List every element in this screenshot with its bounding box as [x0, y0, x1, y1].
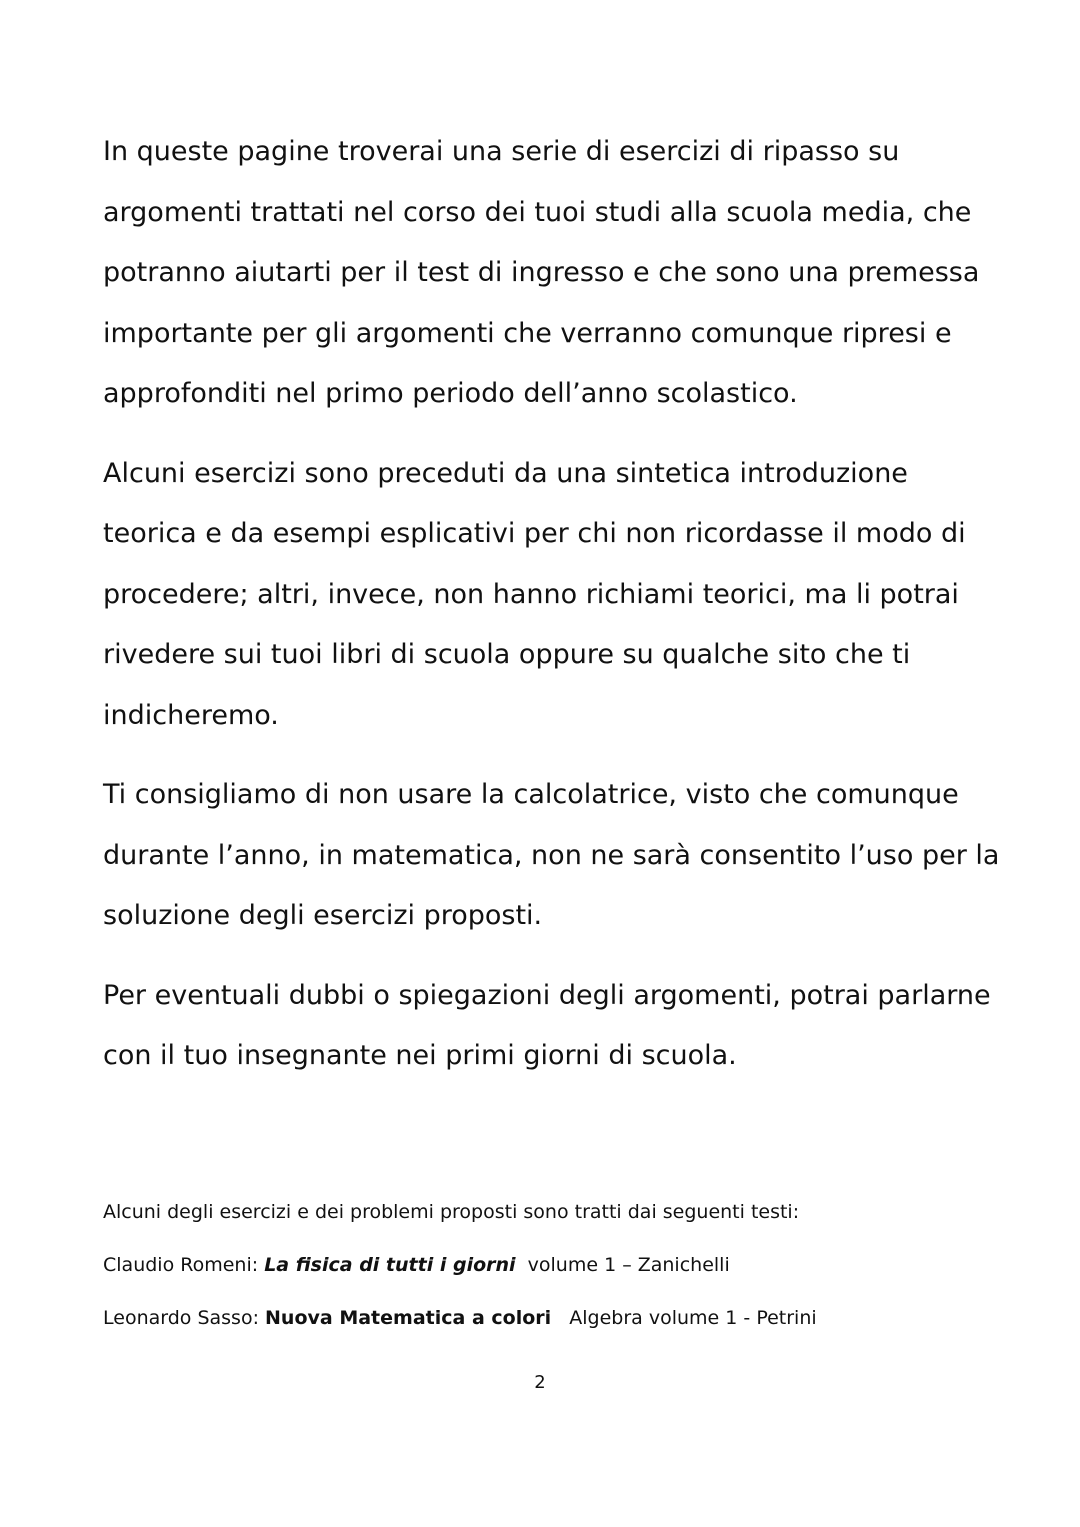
- reference-title: La fisica di tutti i giorni: [264, 1254, 516, 1276]
- text-line: Alcuni esercizi sono preceduti da una sintetica introduzione: [103, 457, 908, 489]
- reference-title: Nuova Matematica a colori: [265, 1307, 552, 1329]
- text-line: procedere; altri, invece, non hanno richiami teorici, ma li potrai: [103, 578, 959, 610]
- text-line: soluzione degli esercizi proposti.: [103, 900, 543, 931]
- references-intro: Alcuni degli esercizi e dei problemi proposti sono tratti dai seguenti testi:: [103, 1201, 800, 1223]
- text-line: In queste pagine troverai una serie di esercizi di ripasso su: [103, 136, 900, 167]
- text-line: Ti consigliamo di non usare la calcolatrice, visto che comunque: [103, 779, 959, 810]
- text-line: importante per gli argomenti che verranno comunque ripresi e: [103, 317, 952, 349]
- text-line: Per eventuali dubbi o spiegazioni degli argomenti, potrai parlarne: [103, 979, 991, 1011]
- body-text: [103, 122, 1000, 1106]
- paragraph-calculator: [103, 765, 1000, 947]
- text-line: approfonditi nel primo periodo dell’anno scolastico.: [103, 378, 798, 409]
- paragraph-intro: [103, 122, 993, 425]
- page-number: 2: [534, 1372, 546, 1393]
- text-line: indicheremo.: [103, 699, 279, 731]
- text-line: con il tuo insegnante nei primi giorni di scuola.: [103, 1040, 737, 1071]
- reference-author: Claudio Romeni:: [103, 1254, 259, 1276]
- text-line: potranno aiutarti per il test di ingresso e che sono una premessa: [103, 257, 980, 288]
- reference-details: Algebra volume 1 - Petrini: [569, 1307, 817, 1329]
- reference-item: [103, 1239, 1003, 1292]
- text-line: teorica e da esempi esplicativi per chi non ricordasse il modo di: [103, 518, 966, 549]
- text-line: argomenti trattati nel corso dei tuoi studi alla scuola media, che: [103, 196, 972, 228]
- reference-author: Leonardo Sasso:: [103, 1307, 259, 1329]
- reference-details: volume 1 – Zanichelli: [527, 1254, 730, 1276]
- reference-item: [103, 1292, 1003, 1345]
- text-line: durante l’anno, in matematica, non ne sarà consentito l’uso per la: [103, 839, 1000, 871]
- paragraph-doubts: [103, 966, 993, 1087]
- references: [103, 1186, 1003, 1345]
- paragraph-exercises: [103, 444, 993, 747]
- text-line: rivedere sui tuoi libri di scuola oppure su qualche sito che ti: [103, 639, 911, 670]
